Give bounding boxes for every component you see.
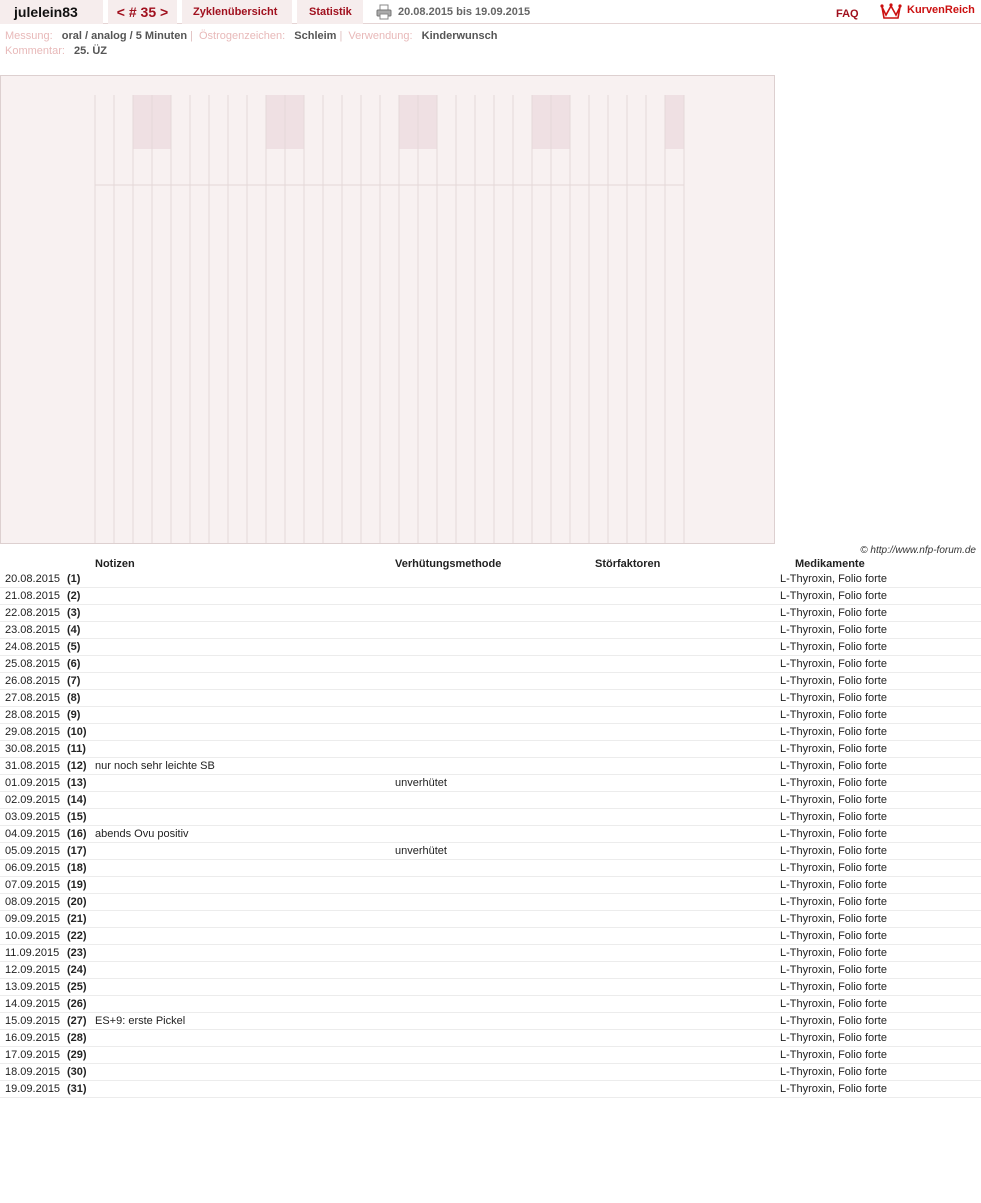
date-cell: 27.08.2015: [5, 692, 61, 704]
weekend-shade: [532, 95, 551, 149]
note-cell: abends Ovu positiv: [95, 828, 189, 840]
kommentar-label: Kommentar:: [5, 45, 65, 57]
date-cell: 28.08.2015: [5, 709, 61, 721]
date-cell: 06.09.2015: [5, 862, 61, 874]
meds-cell: L-Thyroxin, Folio forte: [780, 1049, 887, 1061]
meds-cell: L-Thyroxin, Folio forte: [780, 743, 887, 755]
oestrogen-value: Schleim: [294, 30, 337, 42]
cycle-day-cell: (16): [67, 828, 87, 840]
date-cell: 03.09.2015: [5, 811, 61, 823]
cycle-day-cell: (19): [67, 879, 87, 891]
meds-cell: L-Thyroxin, Folio forte: [780, 709, 887, 721]
messung-value: oral / analog / 5 Minuten: [61, 30, 188, 42]
tab-zyklenuebersicht[interactable]: Zyklenübersicht: [182, 0, 292, 24]
method-cell: unverhütet: [395, 777, 447, 789]
top-bar: [0, 0, 981, 24]
table-row: [0, 1047, 981, 1064]
cycle-day-cell: (8): [67, 692, 81, 704]
note-cell: ES+9: erste Pickel: [95, 1015, 186, 1027]
meds-cell: L-Thyroxin, Folio forte: [780, 641, 887, 653]
meds-cell: L-Thyroxin, Folio forte: [780, 913, 887, 925]
table-row: [0, 588, 981, 605]
date-cell: 07.09.2015: [5, 879, 61, 891]
meds-cell: L-Thyroxin, Folio forte: [780, 828, 887, 840]
weekend-shade: [665, 95, 684, 149]
note-cell: nur noch sehr leichte SB: [95, 760, 215, 772]
method-cell: unverhütet: [395, 845, 447, 857]
table-row: [0, 707, 981, 724]
date-range: 20.08.2015 bis 19.09.2015: [398, 6, 531, 18]
table-row: [0, 571, 981, 588]
cycle-day-cell: (30): [67, 1066, 87, 1078]
table-row: [0, 962, 981, 979]
date-cell: 22.08.2015: [5, 607, 61, 619]
date-cell: 16.09.2015: [5, 1032, 61, 1044]
col-medikamente: Medikamente: [795, 558, 865, 570]
table-row: [0, 690, 981, 707]
cycle-day-cell: (22): [67, 930, 87, 942]
cycle-day-cell: (10): [67, 726, 87, 738]
cycle-chart-svg: [1, 76, 775, 544]
meds-cell: L-Thyroxin, Folio forte: [780, 930, 887, 942]
table-row: [0, 605, 981, 622]
date-cell: 31.08.2015: [5, 760, 61, 772]
verwendung-label: Verwendung:: [348, 30, 413, 42]
date-cell: 01.09.2015: [5, 777, 61, 789]
printer-icon[interactable]: [376, 4, 392, 20]
date-cell: 24.08.2015: [5, 641, 61, 653]
date-cell: 21.08.2015: [5, 590, 61, 602]
meds-cell: L-Thyroxin, Folio forte: [780, 947, 887, 959]
meds-cell: L-Thyroxin, Folio forte: [780, 845, 887, 857]
weekend-shade: [551, 95, 570, 149]
table-row: [0, 809, 981, 826]
meds-cell: L-Thyroxin, Folio forte: [780, 607, 887, 619]
date-cell: 26.08.2015: [5, 675, 61, 687]
cycle-day-cell: (18): [67, 862, 87, 874]
table-row: [0, 656, 981, 673]
meds-cell: L-Thyroxin, Folio forte: [780, 879, 887, 891]
cycle-day-cell: (31): [67, 1083, 87, 1095]
date-cell: 08.09.2015: [5, 896, 61, 908]
table-row: [0, 639, 981, 656]
cycle-day-cell: (5): [67, 641, 81, 653]
cycle-nav[interactable]: < # 35 >: [108, 0, 177, 24]
table-row: [0, 1030, 981, 1047]
meds-cell: L-Thyroxin, Folio forte: [780, 675, 887, 687]
copyright-note: © http://www.nfp-forum.de: [860, 545, 976, 556]
table-row: [0, 945, 981, 962]
kommentar-value: 25. ÜZ: [73, 45, 107, 57]
cycle-chart: [0, 75, 775, 544]
cycle-day-cell: (4): [67, 624, 81, 636]
meds-cell: L-Thyroxin, Folio forte: [780, 998, 887, 1010]
date-cell: 13.09.2015: [5, 981, 61, 993]
date-cell: 19.09.2015: [5, 1083, 61, 1095]
crown-icon: [880, 2, 902, 20]
weekend-shade: [152, 95, 171, 149]
col-stoerfaktoren: Störfaktoren: [595, 558, 661, 570]
meds-cell: L-Thyroxin, Folio forte: [780, 624, 887, 636]
table-row: [0, 843, 981, 860]
faq-link[interactable]: FAQ: [836, 8, 859, 20]
meds-cell: L-Thyroxin, Folio forte: [780, 1015, 887, 1027]
date-cell: 30.08.2015: [5, 743, 61, 755]
meds-cell: L-Thyroxin, Folio forte: [780, 1083, 887, 1095]
col-verhuetungsmethode: Verhütungsmethode: [395, 558, 502, 570]
weekend-shade: [399, 95, 418, 149]
date-cell: 05.09.2015: [5, 845, 61, 857]
meds-cell: L-Thyroxin, Folio forte: [780, 692, 887, 704]
table-row: [0, 724, 981, 741]
meds-cell: L-Thyroxin, Folio forte: [780, 811, 887, 823]
table-row: [0, 1081, 981, 1098]
cycle-day-cell: (15): [67, 811, 87, 823]
meds-cell: L-Thyroxin, Folio forte: [780, 590, 887, 602]
cycle-day-cell: (3): [67, 607, 81, 619]
date-cell: 25.08.2015: [5, 658, 61, 670]
meds-cell: L-Thyroxin, Folio forte: [780, 794, 887, 806]
meds-cell: L-Thyroxin, Folio forte: [780, 1032, 887, 1044]
date-cell: 29.08.2015: [5, 726, 61, 738]
cycle-day-cell: (21): [67, 913, 87, 925]
date-cell: 15.09.2015: [5, 1015, 61, 1027]
table-row: [0, 622, 981, 639]
weekend-shade: [266, 95, 285, 149]
date-cell: 14.09.2015: [5, 998, 61, 1010]
cycle-day-cell: (20): [67, 896, 87, 908]
tab-statistik[interactable]: Statistik: [297, 0, 363, 24]
table-row: [0, 894, 981, 911]
meds-cell: L-Thyroxin, Folio forte: [780, 964, 887, 976]
cycle-day-cell: (24): [67, 964, 87, 976]
cycle-day-cell: (2): [67, 590, 81, 602]
cycle-day-cell: (9): [67, 709, 81, 721]
col-notizen: Notizen: [95, 558, 135, 570]
date-cell: 17.09.2015: [5, 1049, 61, 1061]
date-cell: 12.09.2015: [5, 964, 61, 976]
weekend-shade: [285, 95, 304, 149]
table-row: [0, 1013, 981, 1030]
cycle-day-cell: (6): [67, 658, 81, 670]
verwendung-value: Kinderwunsch: [421, 30, 498, 42]
cycle-day-cell: (25): [67, 981, 87, 993]
date-cell: 23.08.2015: [5, 624, 61, 636]
meds-cell: L-Thyroxin, Folio forte: [780, 981, 887, 993]
cycle-day-cell: (11): [67, 743, 86, 755]
cycle-day-cell: (12): [67, 760, 87, 772]
cycle-day-cell: (23): [67, 947, 87, 959]
brand-name[interactable]: KurvenReich: [907, 4, 975, 16]
meds-cell: L-Thyroxin, Folio forte: [780, 573, 887, 585]
table-row: [0, 860, 981, 877]
table-row: [0, 928, 981, 945]
meds-cell: L-Thyroxin, Folio forte: [780, 658, 887, 670]
meds-cell: L-Thyroxin, Folio forte: [780, 862, 887, 874]
date-cell: 02.09.2015: [5, 794, 61, 806]
cycle-day-cell: (26): [67, 998, 87, 1010]
weekend-shade: [133, 95, 152, 149]
date-cell: 18.09.2015: [5, 1066, 61, 1078]
table-row: [0, 826, 981, 843]
table-row: [0, 775, 981, 792]
meds-cell: L-Thyroxin, Folio forte: [780, 726, 887, 738]
oestrogen-label: Östrogenzeichen:: [198, 30, 286, 42]
table-row: [0, 673, 981, 690]
cycle-day-cell: (7): [67, 675, 81, 687]
meds-cell: L-Thyroxin, Folio forte: [780, 777, 887, 789]
table-row: [0, 877, 981, 894]
cycle-day-cell: (28): [67, 1032, 87, 1044]
weekend-shade: [418, 95, 437, 149]
meds-cell: L-Thyroxin, Folio forte: [780, 1066, 887, 1078]
date-cell: 04.09.2015: [5, 828, 61, 840]
date-cell: 09.09.2015: [5, 913, 61, 925]
table-row: [0, 911, 981, 928]
date-cell: 10.09.2015: [5, 930, 61, 942]
table-row: [0, 1064, 981, 1081]
table-row: [0, 792, 981, 809]
cycle-day-cell: (1): [67, 573, 81, 585]
cycle-day-cell: (14): [67, 794, 87, 806]
table-row: [0, 979, 981, 996]
date-cell: 20.08.2015: [5, 573, 61, 585]
cycle-day-cell: (13): [67, 777, 87, 789]
cycle-day-cell: (17): [67, 845, 87, 857]
date-cell: 11.09.2015: [5, 947, 60, 959]
measurement-meta: Messung: oral / analog / 5 Minuten | Östrogenzeichen: Schleim | Verwendung: Kinderwunsch Kommentar: 25. ÜZ: [5, 30, 498, 57]
table-row: [0, 758, 981, 775]
table-row: [0, 996, 981, 1013]
messung-label: Messung:: [5, 30, 53, 42]
cycle-day-cell: (29): [67, 1049, 87, 1061]
table-row: [0, 741, 981, 758]
cycle-day-cell: (27): [67, 1015, 87, 1027]
meds-cell: L-Thyroxin, Folio forte: [780, 896, 887, 908]
username-label: julelein83: [0, 0, 103, 24]
meds-cell: L-Thyroxin, Folio forte: [780, 760, 887, 772]
